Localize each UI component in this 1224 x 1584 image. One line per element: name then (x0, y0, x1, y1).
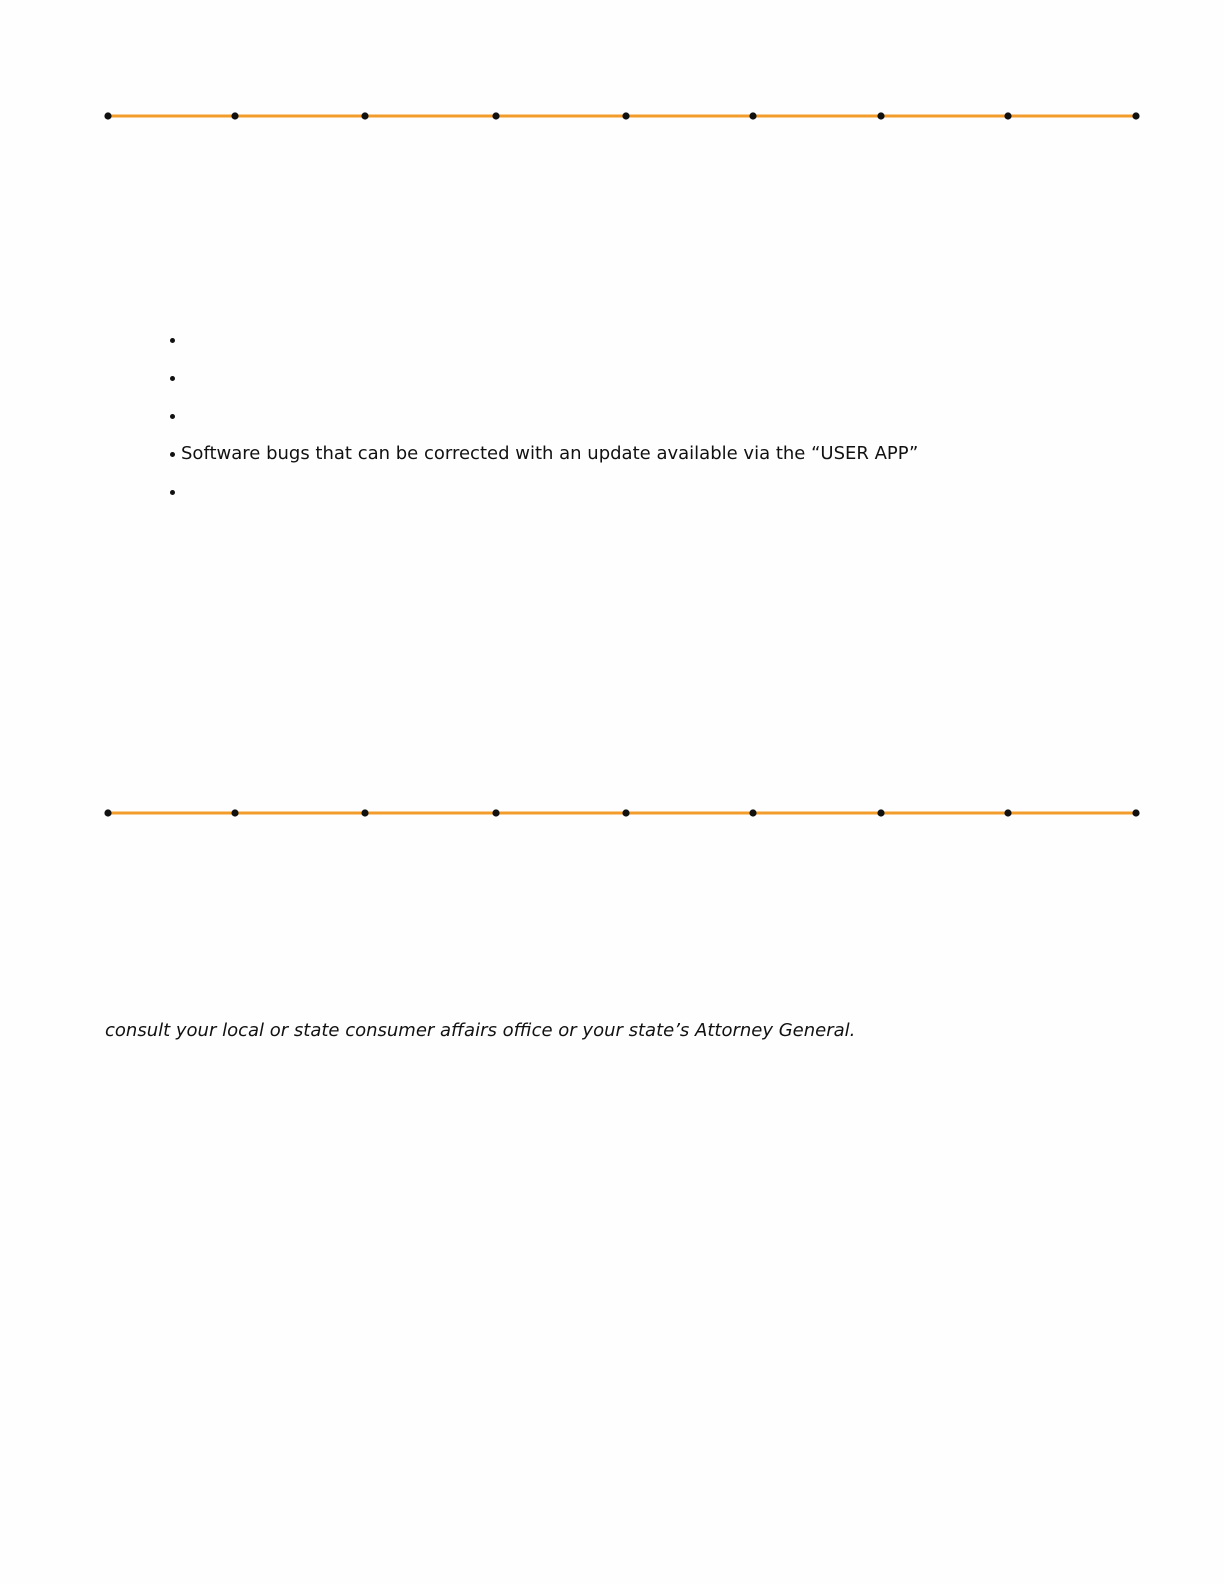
divider-node-icon (877, 809, 884, 816)
divider-node-icon (231, 112, 238, 119)
divider-node-icon (104, 112, 111, 119)
list-item (168, 442, 918, 480)
divider-node-icon (1132, 809, 1139, 816)
divider-node-icon (877, 112, 884, 119)
divider-graphic (100, 807, 1146, 819)
bullet-icon (170, 338, 175, 343)
divider-node-icon (492, 809, 499, 816)
divider-node-icon (104, 809, 111, 816)
bullet-icon (170, 452, 175, 457)
bullet-icon (170, 414, 175, 419)
list-item (168, 366, 918, 404)
divider-node-icon (1004, 809, 1011, 816)
divider-node-icon (1004, 112, 1011, 119)
decorative-divider-bottom (100, 807, 1146, 819)
list-item (168, 328, 918, 366)
divider-node-icon (361, 809, 368, 816)
divider-node-icon (749, 809, 756, 816)
list-item-text: Software bugs that can be corrected with an update available via the “USER APP” (181, 443, 919, 464)
divider-node-icon (749, 112, 756, 119)
list-item (168, 480, 918, 518)
divider-node-icon (1132, 112, 1139, 119)
divider-node-icon (622, 809, 629, 816)
list-item (168, 404, 918, 442)
decorative-divider-top (100, 110, 1146, 122)
bullet-list (168, 328, 918, 518)
divider-node-icon (622, 112, 629, 119)
bullet-icon (170, 490, 175, 495)
divider-node-icon (492, 112, 499, 119)
divider-node-icon (231, 809, 238, 816)
divider-graphic (100, 110, 1146, 122)
bullet-icon (170, 376, 175, 381)
footer-note: consult your local or state consumer affairs office or your state’s Attorney General. (105, 1020, 856, 1041)
divider-node-icon (361, 112, 368, 119)
